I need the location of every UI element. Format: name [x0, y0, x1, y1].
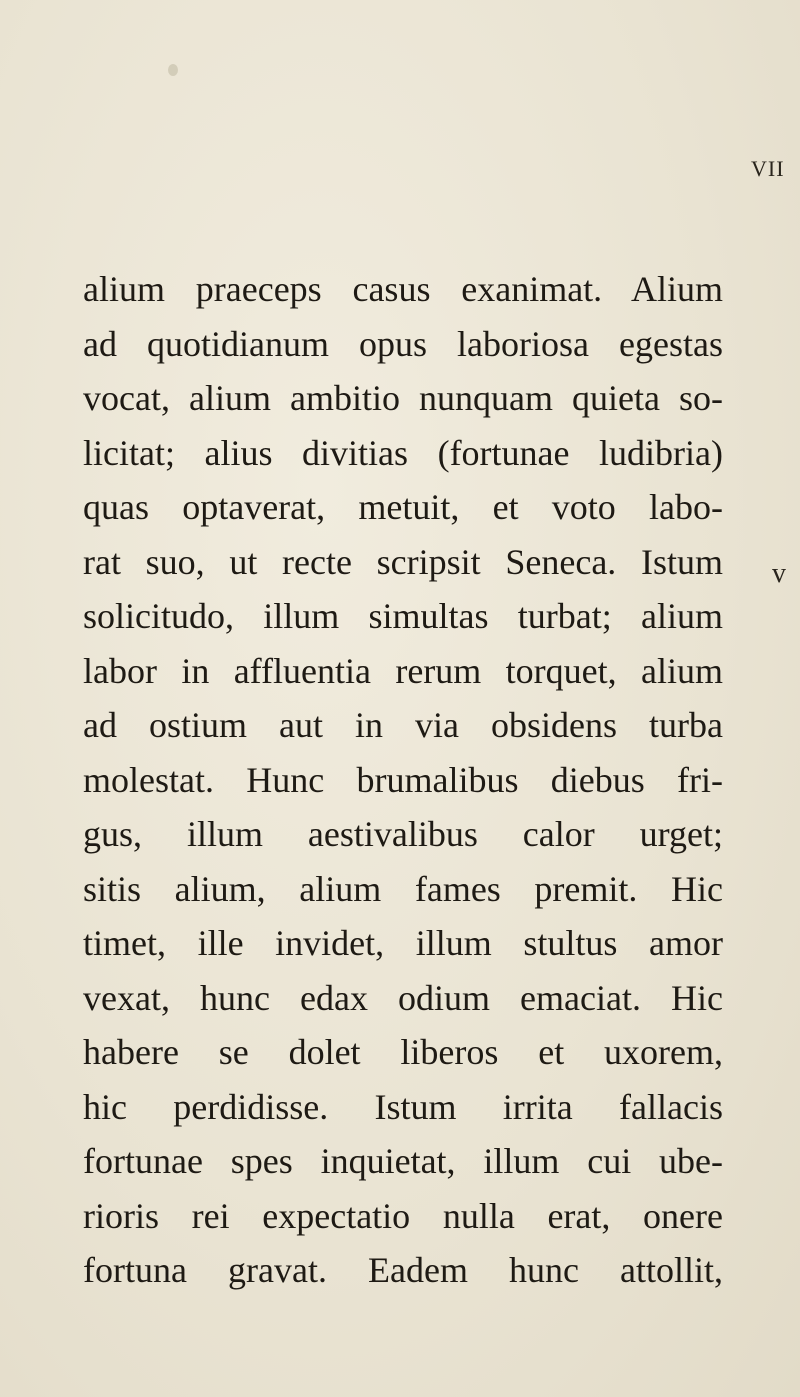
text-line: fortuna gravat. Eadem hunc attollit, — [83, 1250, 723, 1290]
text-line: labor in affluentia rerum torquet, alium — [83, 650, 723, 691]
body-text — [83, 262, 723, 1298]
text-line: habere se dolet liberos et uxorem, — [83, 1032, 723, 1072]
text-line: hic perdidisse. Istum irrita fallacis — [83, 1086, 723, 1127]
text-line: quas optaverat, metuit, et voto labo- — [83, 487, 723, 527]
text-line: vocat, alium ambitio nunquam quieta so- — [83, 378, 723, 418]
text-line: timet, ille invidet, illum stultus amor — [83, 923, 723, 963]
text-line: ad ostium aut in via obsidens turba — [83, 705, 723, 745]
text-line: alium praeceps casus exanimat. Alium — [83, 269, 723, 309]
text-line: sitis alium, alium fames premit. Hic — [83, 868, 723, 909]
text-line: rat suo, ut recte scripsit Seneca. Istum — [83, 541, 723, 582]
text-line: solicitudo, illum simultas turbat; alium — [83, 596, 723, 636]
text-line: molestat. Hunc brumalibus diebus fri- — [83, 759, 723, 800]
text-line: licitat; alius divitias (fortunae ludibria) — [83, 432, 723, 473]
text-line: fortunae spes inquietat, illum cui ube- — [83, 1141, 723, 1181]
margin-mark: v — [772, 558, 786, 589]
text-line: vexat, hunc edax odium emaciat. Hic — [83, 977, 723, 1018]
text-line: rioris rei expectatio nulla erat, onere — [83, 1195, 723, 1236]
page-number: VII — [751, 156, 785, 181]
text-line: ad quotidianum opus laboriosa egestas — [83, 323, 723, 364]
paper-blemish — [168, 64, 178, 76]
text-line: gus, illum aestivalibus calor urget; — [83, 814, 723, 854]
